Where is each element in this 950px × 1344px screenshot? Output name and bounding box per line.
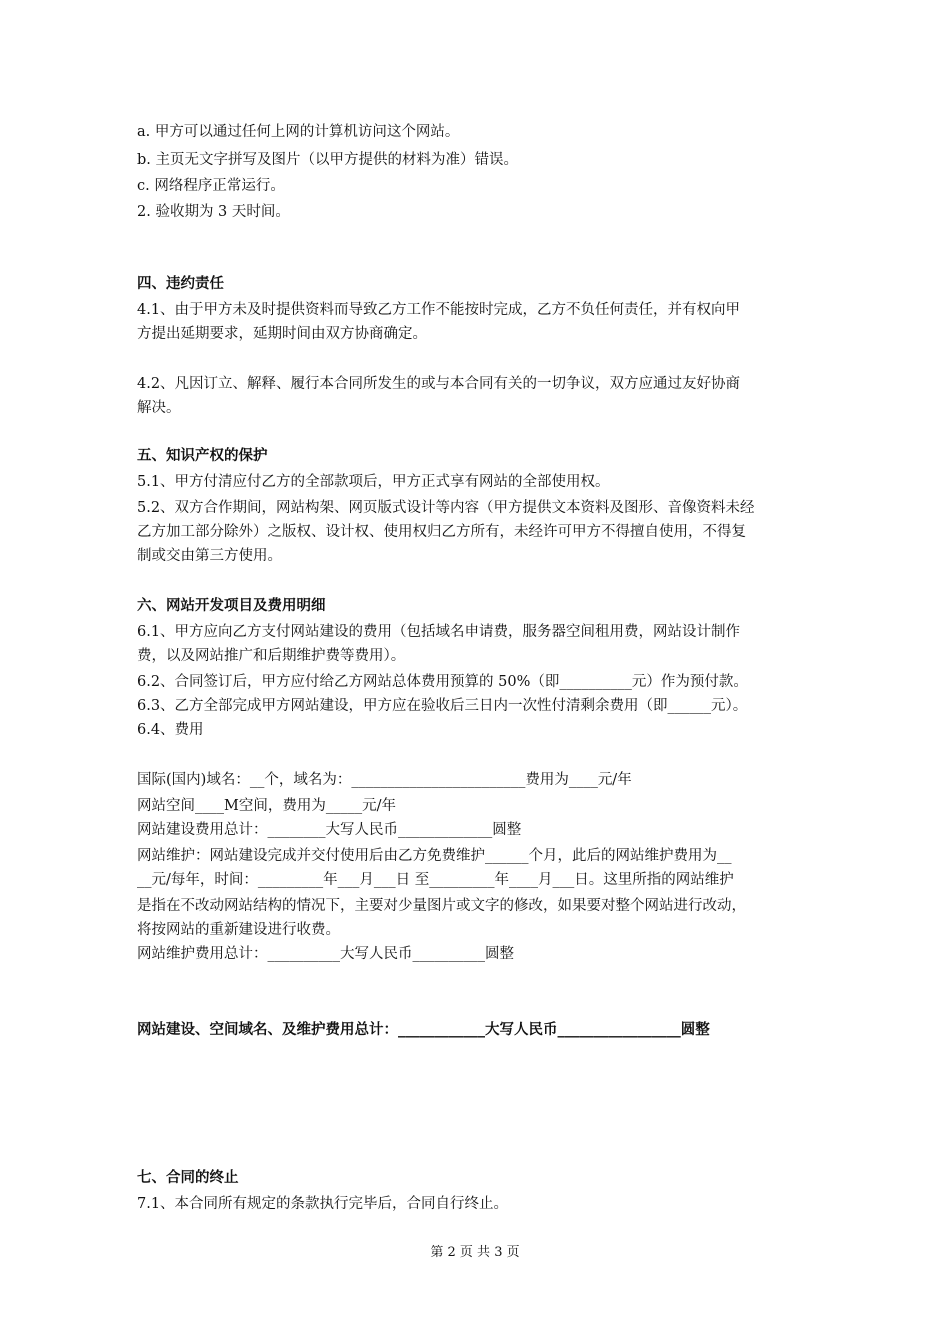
fee-domain: 国际(国内)域名：__个，域名为：________________________费用为____元/年 xyxy=(137,772,632,788)
fee-maintenance-line1: 网站维护：网站建设完成并交付使用后由乙方免费维护______个月，此后的网站维护费用为__ xyxy=(137,848,732,864)
fee-maintenance-line4: 将按网站的重新建设进行收费。 xyxy=(137,922,340,938)
clause-4-2-line2: 解决。 xyxy=(137,400,181,416)
fee-maintenance-total: 网站维护费用总计：__________大写人民币__________圆整 xyxy=(137,946,514,962)
clause-6-3: 6.3、乙方全部完成甲方网站建设，甲方应在验收后三日内一次性付清剩余费用（即______元）。 xyxy=(137,698,748,714)
clause-a: a. 甲方可以通过任何上网的计算机访问这个网站。 xyxy=(137,124,460,140)
heading-section-5: 五、知识产权的保护 xyxy=(137,447,268,464)
clause-6-1-line1: 6.1、甲方应向乙方支付网站建设的费用（包括域名申请费，服务器空间租用费，网站设计制作 xyxy=(137,624,741,640)
page-number: 第 2 页 共 3 页 xyxy=(430,1245,520,1260)
clause-6-2: 6.2、合同签订后，甲方应付给乙方网站总体费用预算的 50%（即__________元）作为预付款。 xyxy=(137,674,748,690)
heading-section-7: 七、合同的终止 xyxy=(137,1169,239,1186)
clause-6-4: 6.4、费用 xyxy=(137,722,204,738)
clause-b: b. 主页无文字拼写及图片（以甲方提供的材料为准）错误。 xyxy=(137,152,518,168)
clause-5-2-line2: 乙方加工部分除外）之版权、设计权、使用权归乙方所有，未经许可甲方不得擅自使用，不得复 xyxy=(137,524,746,540)
heading-section-4: 四、违约责任 xyxy=(137,275,224,292)
fee-maintenance-line3: 是指在不改动网站结构的情况下，主要对少量图片或文字的修改，如果要对整个网站进行改动， xyxy=(137,898,746,914)
clause-5-2-line1: 5.2、双方合作期间，网站构架、网页版式设计等内容（甲方提供文本资料及图形、音像资料未经 xyxy=(137,500,755,516)
clause-7-1: 7.1、本合同所有规定的条款执行完毕后，合同自行终止。 xyxy=(137,1196,509,1212)
clause-6-1-line2: 费，以及网站推广和后期维护费等费用）。 xyxy=(137,648,406,664)
heading-section-6: 六、网站开发项目及费用明细 xyxy=(137,597,326,614)
fee-build-total: 网站建设费用总计：________大写人民币_____________圆整 xyxy=(137,822,522,838)
clause-4-1-line1: 4.1、由于甲方未及时提供资料而导致乙方工作不能按时完成，乙方不负任何责任，并有权向甲 xyxy=(137,302,741,318)
clause-4-1-line2: 方提出延期要求，延期时间由双方协商确定。 xyxy=(137,326,427,342)
fee-space: 网站空间____M空间，费用为_____元/年 xyxy=(137,798,396,814)
clause-5-2-line3: 制或交由第三方使用。 xyxy=(137,548,282,564)
clause-2: 2. 验收期为 3 天时间。 xyxy=(137,204,290,220)
clause-5-1: 5.1、甲方付清应付乙方的全部款项后，甲方正式享有网站的全部使用权。 xyxy=(137,474,610,490)
fee-maintenance-line2: __元/每年，时间：_________年___月___日 至_________年____月___日。这里所指的网站维护 xyxy=(137,872,734,888)
clause-4-2-line1: 4.2、凡因订立、解释、履行本合同所发生的或与本合同有关的一切争议，双方应通过友好协商 xyxy=(137,376,741,392)
clause-c: c. 网络程序正常运行。 xyxy=(137,178,285,194)
fee-grand-total: 网站建设、空间域名、及维护费用总计：____________大写人民币_________________圆整 xyxy=(137,1021,710,1038)
